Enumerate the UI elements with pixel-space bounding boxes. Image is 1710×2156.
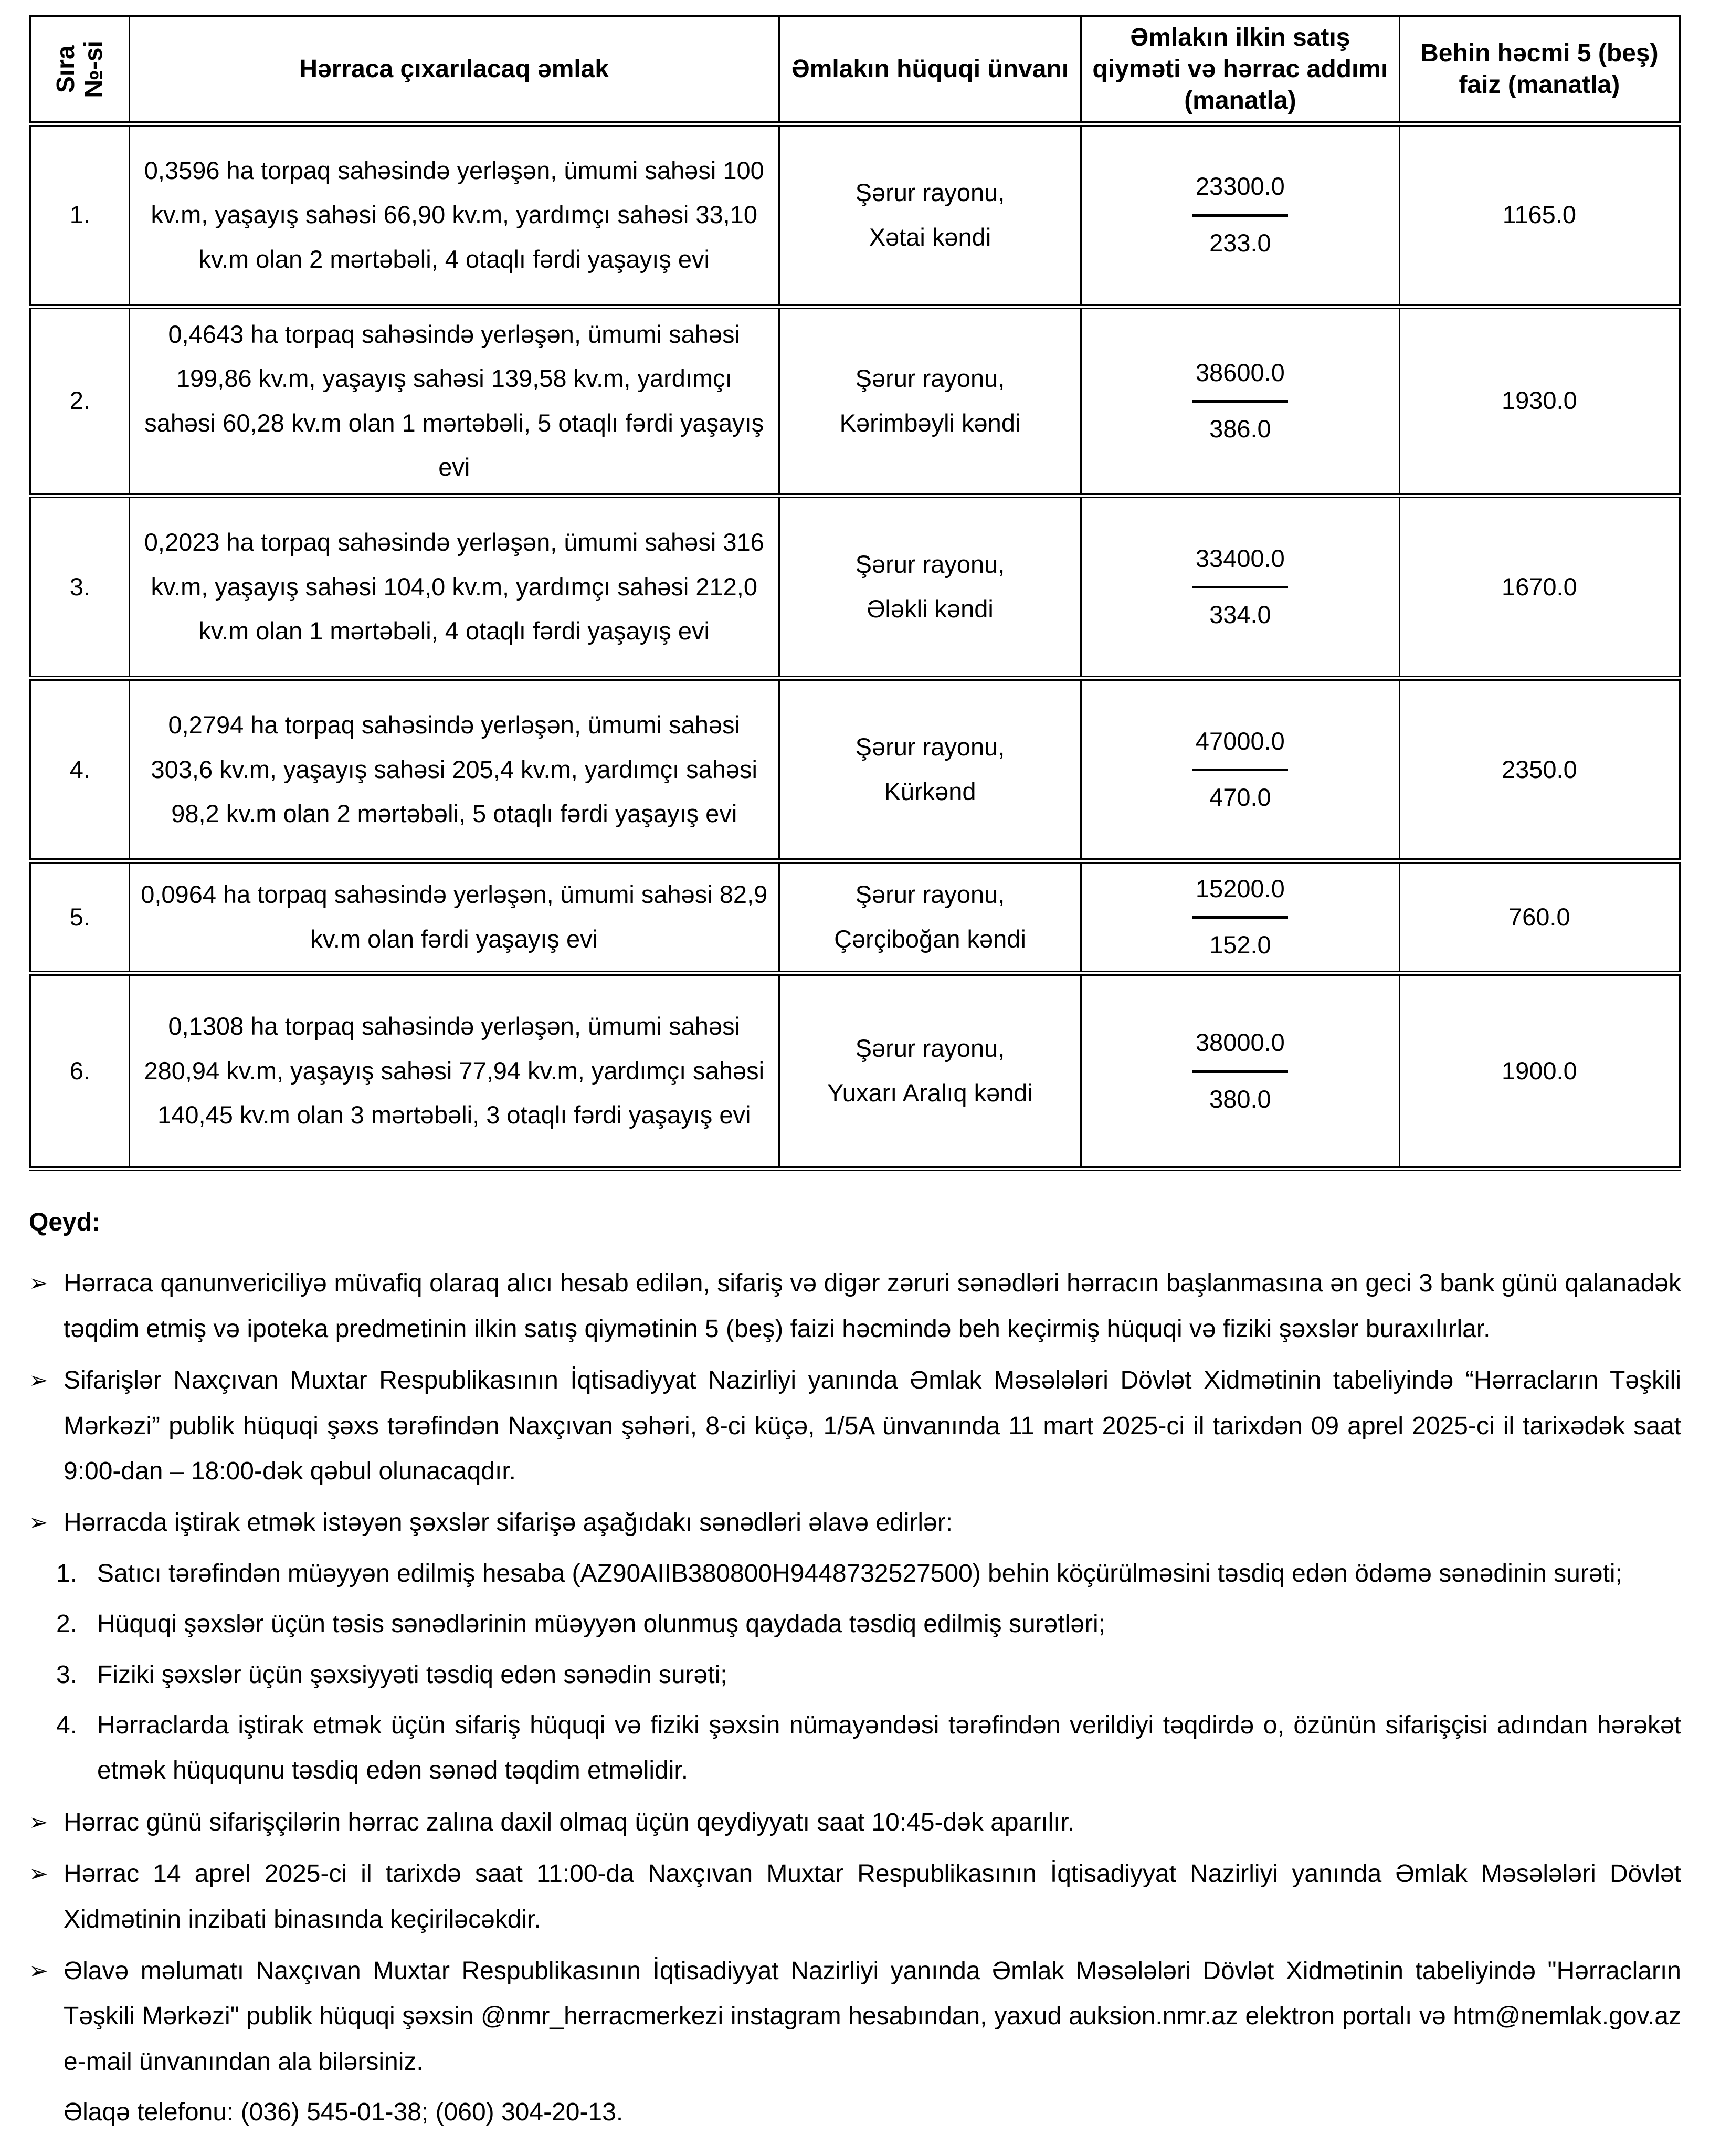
document-text: Hərraclarda iştirak etmək üçün sifariş hüquqi və fiziki şəxsin nümayəndəsi tərəfindən verildiyi təqdirdə o, özünün sifarişçisi adından hərəkət etmək hüququnu təsdiq edən sənəd təqdim etməlidir. <box>97 1711 1681 1785</box>
row-number-cell: 6. <box>30 973 130 1169</box>
document-number: 2. <box>56 1610 78 1638</box>
property-cell: 0,3596 ha torpaq sahəsində yerləşən, ümumi sahəsi 100 kv.m, yaşayış sahəsi 66,90 kv.m, yardımçı sahəsi 33,10 kv.m olan 2 mərtəbəli, 4 otaqlı fərdi yaşayış evi <box>129 124 779 307</box>
address-line-2: Xətai kəndi <box>869 223 991 251</box>
note-item <box>29 1261 1681 1352</box>
document-number: 4. <box>56 1711 78 1739</box>
row-number-cell: 3. <box>30 496 130 678</box>
address-line-2: Yuxarı Aralıq kəndi <box>827 1079 1033 1107</box>
table-row <box>30 307 1680 496</box>
price-cell <box>1081 496 1400 678</box>
address-line-2: Kürkənd <box>884 777 976 805</box>
auction-step: 470.0 <box>1209 783 1271 812</box>
start-price: 38000.0 <box>1192 1021 1288 1073</box>
address-line-1: Şərur rayonu, <box>855 364 1005 393</box>
arrow-bullet-icon: ➢ <box>29 1861 48 1887</box>
address-line-1: Şərur rayonu, <box>855 880 1005 909</box>
arrow-bullet-icon: ➢ <box>29 1270 48 1297</box>
start-price: 47000.0 <box>1192 719 1288 772</box>
start-price: 23300.0 <box>1192 164 1288 217</box>
document-item <box>56 1602 1681 1647</box>
table-header-row <box>30 16 1680 124</box>
start-price: 38600.0 <box>1192 351 1288 403</box>
row-number-cell: 4. <box>30 678 130 861</box>
address-cell <box>779 973 1081 1169</box>
table-row <box>30 496 1680 678</box>
table-row <box>30 861 1680 973</box>
deposit-cell: 760.0 <box>1399 861 1680 973</box>
note-text: Hərracda iştirak etmək istəyən şəxslər sifarişə aşağıdakı sənədləri əlavə edirlər: <box>64 1509 953 1537</box>
price-cell <box>1081 861 1400 973</box>
arrow-bullet-icon: ➢ <box>29 1368 48 1394</box>
deposit-cell: 1930.0 <box>1399 307 1680 496</box>
documents-list <box>56 1551 1681 1794</box>
deposit-cell: 1900.0 <box>1399 973 1680 1169</box>
note-item <box>29 1852 1681 1942</box>
notes-section <box>29 1200 1681 2135</box>
address-cell <box>779 307 1081 496</box>
document-text: Satıcı tərəfindən müəyyən edilmiş hesaba (AZ90AIIB380800H9448732527500) behin köçürülməsini təsdiq edən ödəmə sənədinin surəti; <box>97 1559 1622 1587</box>
note-text: Sifarişlər Naxçıvan Muxtar Respublikasının İqtisadiyyat Nazirliyi yanında Əmlak Məsələləri Dövlət Xidmətinin tabeliyində “Hərracların Təşkili Mərkəzi” publik hüquqi şəxs tərəfindən Naxçıvan şəhəri, 8-ci küçə, 1/5A ünvanında 11 mart 2025-ci il tarixdən 09 aprel 2025-ci il tarixədək saat 9:00-dan – 18:00-dək qəbul olunacaqdır. <box>64 1366 1681 1486</box>
note-text: Hərraca qanunvericiliyə müvafiq olaraq alıcı hesab edilən, sifariş və digər zəruri sənədləri hərracın başlanmasına ən geci 3 bank günü qalanadək təqdim etmiş və ipoteka predmetinin ilkin satış qiymətinin 5 (beş) faizi həcmində beh keçirmiş hüquqi və fiziki şəxslər buraxılırlar. <box>64 1269 1681 1343</box>
table-row <box>30 124 1680 307</box>
address-line-1: Şərur rayonu, <box>855 1034 1005 1063</box>
deposit-cell: 1670.0 <box>1399 496 1680 678</box>
deposit-cell: 2350.0 <box>1399 678 1680 861</box>
price-cell <box>1081 124 1400 307</box>
auction-table <box>29 15 1681 1171</box>
auction-step: 386.0 <box>1209 415 1271 443</box>
address-cell <box>779 124 1081 307</box>
address-line-1: Şərur rayonu, <box>855 733 1005 761</box>
property-cell: 0,2023 ha torpaq sahəsində yerləşən, ümumi sahəsi 316 kv.m, yaşayış sahəsi 104,0 kv.m, yardımçı sahəsi 212,0 kv.m olan 1 mərtəbəli, 4 otaqlı fərdi yaşayış evi <box>129 496 779 678</box>
header-address: Əmlakın hüquqi ünvanı <box>779 16 1081 124</box>
document-item <box>56 1551 1681 1596</box>
auction-step: 152.0 <box>1209 931 1271 959</box>
note-item <box>29 1949 1681 2136</box>
price-cell <box>1081 307 1400 496</box>
address-line-1: Şərur rayonu, <box>855 550 1005 579</box>
note-text: Hərrac 14 aprel 2025-ci il tarixdə saat 11:00-da Naxçıvan Muxtar Respublikasının İqtisadiyyat Nazirliyi yanında Əmlak Məsələləri Dövlət Xidmətinin inzibati binasında keçiriləcəkdir. <box>64 1860 1681 1933</box>
address-line-2: Ələkli kəndi <box>867 594 994 623</box>
address-cell <box>779 861 1081 973</box>
note-text: Əlavə məlumatı Naxçıvan Muxtar Respublikasının İqtisadiyyat Nazirliyi yanında Əmlak Məsələləri Dövlət Xidmətinin tabeliyində "Hərracların Təşkili Mərkəzi" publik hüquqi şəxsin @nmr_herracmerkezi instagram hesabından, yaxud auksion.nmr.az elektron portalı və htm@nemlak.gov.az e-mail ünvanından ala bilərsiniz. <box>64 1957 1681 2076</box>
price-cell <box>1081 973 1400 1169</box>
contact-phone: Əlaqə telefonu: (036) 545-01-38; (060) 304-20-13. <box>64 2098 624 2127</box>
property-cell: 0,0964 ha torpaq sahəsində yerləşən, ümumi sahəsi 82,9 kv.m olan fərdi yaşayış evi <box>129 861 779 973</box>
arrow-bullet-icon: ➢ <box>29 1510 48 1536</box>
header-row-number-line2: №-si <box>79 40 108 98</box>
note-item <box>29 1500 1681 1545</box>
table-row <box>30 973 1680 1169</box>
header-row-number-line1: Sıra <box>51 45 80 93</box>
note-item <box>29 1800 1681 1845</box>
address-cell <box>779 496 1081 678</box>
document-number: 3. <box>56 1660 78 1689</box>
arrow-bullet-icon: ➢ <box>29 1809 48 1835</box>
document-text: Fiziki şəxslər üçün şəxsiyyəti təsdiq edən sənədin surəti; <box>97 1660 727 1689</box>
start-price: 15200.0 <box>1192 867 1288 919</box>
property-cell: 0,2794 ha torpaq sahəsində yerləşən, ümumi sahəsi 303,6 kv.m, yaşayış sahəsi 205,4 kv.m, yardımçı sahəsi 98,2 kv.m olan 2 mərtəbəli, 5 otaqlı fərdi yaşayış evi <box>129 678 779 861</box>
start-price: 33400.0 <box>1192 537 1288 589</box>
auction-step: 334.0 <box>1209 601 1271 629</box>
document-number: 1. <box>56 1559 78 1587</box>
note-text: Hərrac günü sifarişçilərin hərrac zalına daxil olmaq üçün qeydiyyatı saat 10:45-dək aparılır. <box>64 1808 1075 1836</box>
note-item <box>29 1358 1681 1494</box>
header-property: Hərraca çıxarılacaq əmlak <box>129 16 779 124</box>
row-number-cell: 5. <box>30 861 130 973</box>
address-line-1: Şərur rayonu, <box>855 178 1005 206</box>
auction-step: 380.0 <box>1209 1085 1271 1113</box>
arrow-bullet-icon: ➢ <box>29 1958 48 1984</box>
document-text: Hüquqi şəxslər üçün təsis sənədlərinin müəyyən olunmuş qaydada təsdiq edilmiş surətləri; <box>97 1610 1106 1638</box>
address-cell <box>779 678 1081 861</box>
price-cell <box>1081 678 1400 861</box>
deposit-cell: 1165.0 <box>1399 124 1680 307</box>
address-line-2: Kərimbəyli kəndi <box>839 408 1021 437</box>
table-row <box>30 678 1680 861</box>
header-row-number <box>30 16 130 124</box>
header-price: Əmlakın ilkin satış qiyməti və hərrac addımı (manatla) <box>1081 16 1400 124</box>
address-line-2: Çərçiboğan kəndi <box>834 924 1026 953</box>
row-number-cell: 1. <box>30 124 130 307</box>
header-deposit: Behin həcmi 5 (beş) faiz (manatla) <box>1399 16 1680 124</box>
notes-heading: Qeyd: <box>29 1208 101 1237</box>
property-cell: 0,4643 ha torpaq sahəsində yerləşən, ümumi sahəsi 199,86 kv.m, yaşayış sahəsi 139,58 kv.m, yardımçı sahəsi 60,28 kv.m olan 1 mərtəbəli, 5 otaqlı fərdi yaşayış evi <box>129 307 779 496</box>
note-text-wrap <box>64 1949 1681 2136</box>
auction-step: 233.0 <box>1209 229 1271 257</box>
document-item <box>56 1653 1681 1698</box>
property-cell: 0,1308 ha torpaq sahəsində yerləşən, ümumi sahəsi 280,94 kv.m, yaşayış sahəsi 77,94 kv.m, yardımçı sahəsi 140,45 kv.m olan 3 mərtəbəli, 3 otaqlı fərdi yaşayış evi <box>129 973 779 1169</box>
document-item <box>56 1703 1681 1794</box>
row-number-cell: 2. <box>30 307 130 496</box>
